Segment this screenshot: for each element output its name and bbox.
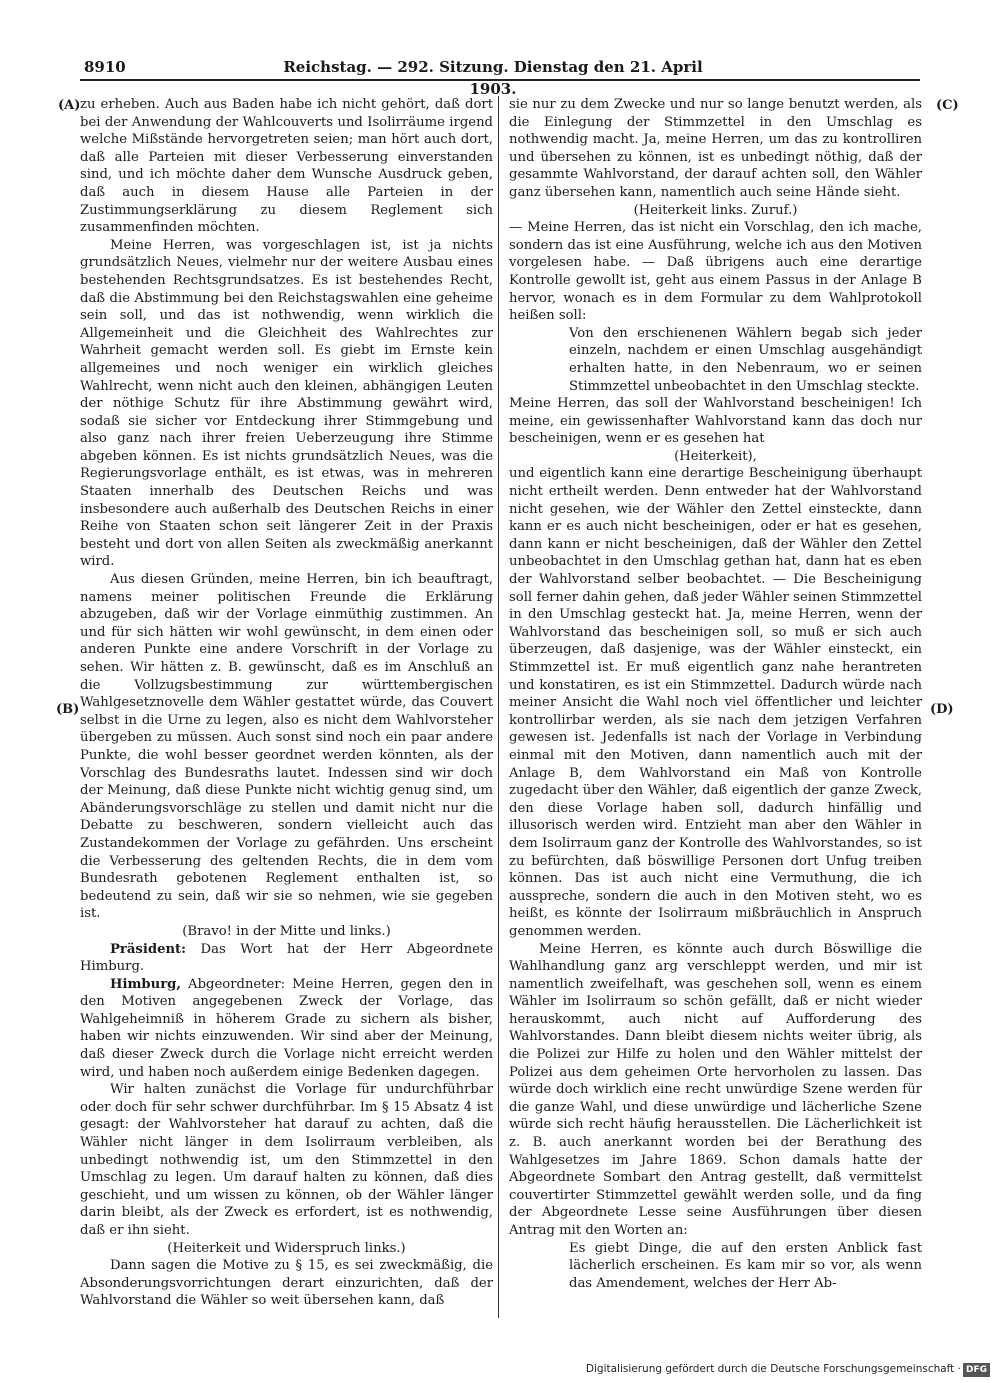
page-number: 8910 [84, 58, 126, 76]
block-quote: Von den erschienenen Wählern begab sich jeder einzeln, nachdem er einen Umschlag ausgehändigt erhalten hatte, in den Nebenraum, wo er seinen Stimmzettel unbeobachtet in den Umschlag steckte. [569, 325, 922, 394]
paragraph: sie nur zu dem Zwecke und nur so lange benutzt werden, als die Einlegung der Stimmzettel in den Umschlag es nothwendig macht. Ja, meine Herren, um das zu kontrolliren und übersehen zu können, ist es unbedingt nöthig, daß der gesammte Wahlvorstand, der darauf achten soll, den Wähler ganz übersehen kann, namentlich auch seine Hände sieht. [509, 97, 922, 200]
digitization-credit [586, 1362, 990, 1376]
paragraph: Dann sagen die Motive zu § 15, es sei zweckmäßig, die Absonderungsvorrichtungen derart einzurichten, daß der Wahlvorstand die Wähler so weit übersehen kann, daß [80, 1258, 493, 1309]
paragraph: Wir halten zunächst die Vorlage für undurchführbar oder doch für sehr schwer durchführbar. Im § 15 Absatz 4 ist gesagt: der Wahlvorsteher hat darauf zu achten, daß die Wähler nicht länger in dem Isolirraum verbleiben, als unbedingt nothwendig ist, um den Stimmzettel in den Umschlag zu legen. Um darauf halten zu können, daß dies geschieht, und um wissen zu können, ob der Wähler länger darin bleibt, als der Zweck es erfordert, ist es nothwendig, daß er ihn sieht. [80, 1082, 493, 1238]
column-divider [498, 96, 499, 1318]
margin-mark-b: (B) [56, 702, 80, 717]
page-header-title: Reichstag. — 292. Sitzung. Dienstag den 21. April 1903. [283, 58, 703, 98]
paragraph: zu erheben. Auch aus Baden habe ich nicht gehört, daß dort bei der Anwendung der Wahlcouverts und Isolirräume irgend welche Mißstände hervorgetreten seien; man hört auch dort, daß alle Parteien mit dieser Verbesserung einverstanden sind, und ich möchte daher dem Wunsche Ausdruck geben, daß auch in diesem Hause alle Parteien in der Zustimmungserklärung zu diesem Reglement sich zusammenfinden möchten. [80, 97, 493, 236]
reaction-note: (Heiterkeit links. Zuruf.) [633, 202, 798, 218]
paragraph: und eigentlich kann eine derartige Bescheinigung überhaupt nicht ertheilt werden. Denn entweder hat der Wahlvorstand nicht gesehen, wie der Wähler den Zettel einsteckte, dann kann er es auch nicht bescheinigen, oder er hat es gesehen, dann kann er nicht bescheinigen, daß der Wähler den Zettel unbeobachtet in den Umschlag gethan hat, dann hat es eben der Wahlvorstand selber beobachtet. — Die Bescheinigung soll ferner dahin gehen, daß jeder Wähler seinen Stimmzettel in den Umschlag gesteckt hat. Ja, meine Herren, wenn der Wahlvorstand das bescheinigen soll, so muß er sich auch überzeugen, daß dasjenige, was der Wähler einsteckt, ein Stimmzettel ist. Er muß eigentlich ganz nahe herantreten und konstatiren, es ist ein Stimmzettel. Dadurch würde nach meiner Ansicht die Wahl noch viel öffentlicher und leichter kontrollirbar werden, als sie nach dem jetzigen Verfahren gewesen ist. Jedenfalls ist nach der Vorlage in Verbindung einmal mit den Motiven, dann namentlich auch mit der Anlage B, dem Wahlvorstand ein Maß von Kontrolle zugedacht über den Wähler, daß eigentlich der ganze Zweck, den diese Vorlage haben soll, dadurch hinfällig und illusorisch werden wird. Entzieht man aber den Wähler in dem Isolirraum ganz der Kontrolle des Wahlvorstandes, so ist zu befürchten, daß böswillige Personen dort Unfug treiben können. Das ist auch nicht eine Vermuthung, die ich ausspreche, sondern die auch in den Motiven steht, wo es heißt, es könnte der Isolirraum mißbräuchlich in Anspruch genommen werden. [509, 466, 922, 939]
block-quote: Es giebt Dinge, die auf den ersten Anblick fast lächerlich erscheinen. Es kam mir so vor, als wenn das Amendement, welches der Herr Ab- [569, 1240, 922, 1291]
speaker-text: Abgeordneter: Meine Herren, gegen den in den Motiven angegebenen Zweck der Vorlage, das Wahlgeheimniß in höherem Grade zu sichern als bisher, haben wir nichts einzuwenden. Wir sind aber der Meinung, daß dieser Zweck durch die Vorlage nicht erreicht werden wird, und haben noch außerdem einige Bedenken dagegen. [80, 976, 493, 1080]
speaker-name: Präsident: [110, 941, 187, 957]
right-column [509, 96, 922, 1292]
speaker-paragraph [80, 976, 493, 1082]
speaker-paragraph [80, 941, 493, 976]
header-rule [80, 79, 920, 81]
margin-mark-a: (A) [58, 98, 81, 113]
reaction-note: (Heiterkeit und Widerspruch links.) [167, 1240, 406, 1256]
paragraph: Meine Herren, das soll der Wahlvorstand bescheinigen! Ich meine, ein gewissenhafter Wahlvorstand kann das doch nur bescheinigen, wenn er es gesehen hat [509, 396, 922, 447]
paragraph: Aus diesen Gründen, meine Herren, bin ich beauftragt, namens meiner politischen Freunde die Erklärung abzugeben, daß wir der Vorlage einmüthig zustimmen. An und für sich hätten wir wohl gewünscht, in dem einen oder anderen Punkte eine andere Vorschrift in der Vorlage zu sehen. Wir hätten z. B. gewünscht, daß es im Anschluß an die Vollzugsbestimmung zur württembergischen Wahlgesetznovelle dem Wähler gestattet würde, das Couvert selbst in die Urne zu legen, also es nicht dem Wahlvorsteher übergeben zu müssen. Auch sonst sind noch ein paar andere Punkte, die wohl besser geordnet werden könnten, als der Vorschlag des Bundesraths lautet. Indessen sind wir doch der Meinung, daß diese Punkte nicht wichtig genug sind, um Abänderungsvorschläge zu stellen und damit nicht nur die Debatte zu beschweren, sondern vielleicht auch das Zustandekommen der Vorlage zu gefährden. Uns erscheint die Verbesserung des geltenden Rechts, die in dem vom Bundesrath gebotenen Reglement enthalten ist, so bedeutend zu sein, daß wir sie so nehmen, wie sie gegeben ist. [80, 572, 493, 922]
margin-mark-c: (C) [936, 98, 959, 113]
speaker-name: Himburg, [110, 976, 181, 992]
left-column [80, 96, 493, 1310]
reaction-note: (Heiterkeit), [674, 448, 757, 464]
paragraph: Meine Herren, was vorgeschlagen ist, ist ja nichts grundsätzlich Neues, vielmehr nur der weitere Ausbau eines bestehenden Rechtsgrundsatzes. Es ist bestehendes Recht, daß die Abstimmung bei den Reichstagswahlen eine geheime sein soll, und das ist nothwendig, wenn wirklich die Allgemeinheit und die Gleichheit des Wahlrechtes zur Wahrheit gemacht werden soll. Es giebt im Ernste kein allgemeines und noch weniger ein wirklich gleiches Wahlrecht, wenn nicht auch den kleinen, abhängigen Leuten der nöthige Schutz für ihre Abstimmung gewährt wird, sodaß sie sicher vor Entdeckung ihrer Stimmgebung und also ganz nach ihrer freien Ueberzeugung ihre Stimme abgeben können. Es ist nichts grundsätzlich Neues, was die Regierungsvorlage enthält, es ist etwas, was in mehreren Staaten innerhalb des Deutschen Reichs und was insbesondere auch außerhalb des Deutschen Reichs in einer Reihe von Staaten schon seit längerer Zeit in der Praxis besteht und dort von allen Seiten als zweckmäßig anerkannt wird. [80, 237, 493, 570]
paragraph: — Meine Herren, das ist nicht ein Vorschlag, den ich mache, sondern das ist eine Ausführung, welche ich aus den Motiven vorgelesen habe. — Daß übrigens auch eine derartige Kontrolle gewollt ist, geht aus einem Passus in der Anlage B hervor, wonach es in dem Formular zu dem Wahlprotokoll heißen soll: [509, 220, 922, 324]
reaction-note: (Bravo! in der Mitte und links.) [182, 923, 391, 939]
dfg-logo: DFG [963, 1363, 990, 1377]
paragraph: Meine Herren, es könnte auch durch Böswillige die Wahlhandlung ganz arg verschleppt werden, und mir ist namentlich zweifelhaft, was geschehen soll, wenn es einem Wähler im Isolirraum so schön gefällt, daß er nicht wieder herauskommt, auch nicht auf Aufforderung des Wahlvorstandes. Dann bleibt diesem nichts weiter übrig, als die Polizei zur Hilfe zu holen und den Wähler mittelst der Polizei aus dem geheimen Orte hervorholen zu lassen. Das würde doch wirklich eine recht unwürdige Szene werden für die ganze Wahl, und diese unwürdige und lächerliche Szene würde sich recht häufig herausstellen. Die Lächerlichkeit ist z. B. auch anerkannt worden bei der Berathung des Wahlgesetzes im Jahre 1869. Schon damals hatte der Abgeordnete Sombart den Antrag gestellt, daß vermittelst couvertirter Stimmzettel gewählt werden solle, und da fing der Abgeordnete Lesse seine Ausführungen über diesen Antrag mit den Worten an: [509, 941, 922, 1238]
speaker-text: Das Wort hat der Herr Abgeordnete Himburg. [80, 941, 493, 975]
margin-mark-d: (D) [930, 702, 954, 717]
credit-text: Digitalisierung gefördert durch die Deutsche Forschungsgemeinschaft · [585, 1363, 961, 1375]
